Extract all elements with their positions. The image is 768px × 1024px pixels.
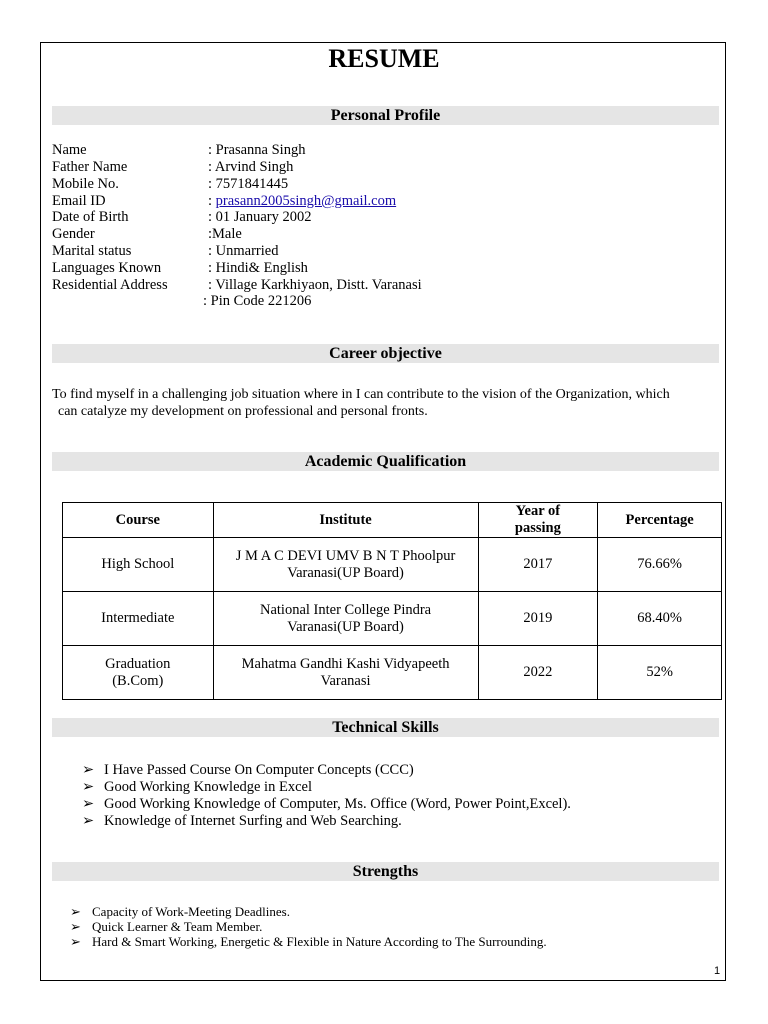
list-item: ➢ I Have Passed Course On Computer Concepts (CCC): [82, 762, 414, 778]
header-percentage: Percentage: [598, 503, 722, 538]
arrow-bullet-icon: ➢: [70, 904, 81, 919]
profile-value-marital: : Unmarried: [208, 243, 279, 259]
list-item: ➢ Good Working Knowledge of Computer, Ms. Office (Word, Power Point,Excel).: [82, 796, 571, 812]
arrow-bullet-icon: ➢: [70, 934, 81, 949]
arrow-bullet-icon: ➢: [82, 813, 95, 829]
table-row: [63, 646, 722, 700]
page-number: 1: [714, 965, 721, 977]
cell-year: 2017: [478, 538, 598, 592]
arrow-bullet-icon: ➢: [82, 779, 95, 795]
profile-value-father-name: : Arvind Singh: [208, 159, 294, 175]
arrow-bullet-icon: ➢: [82, 796, 95, 812]
table-row: [63, 592, 722, 646]
profile-value-name: : Prasanna Singh: [208, 142, 306, 158]
career-objective-text: [52, 387, 722, 420]
email-link[interactable]: prasann2005singh@gmail.com: [215, 193, 397, 209]
cell-institute: J M A C DEVI UMV B N T Phoolpur Varanasi(UP Board): [213, 538, 478, 592]
header-institute: Institute: [213, 503, 478, 538]
profile-label-email: Email ID: [52, 193, 106, 209]
cell-percentage: 52%: [598, 646, 722, 700]
profile-value-email: [208, 193, 396, 210]
header-year: Year of passing: [478, 503, 598, 538]
profile-value-gender: :Male: [208, 226, 242, 242]
profile-label-marital: Marital status: [52, 243, 132, 259]
cell-institute: Mahatma Gandhi Kashi Vidyapeeth Varanasi: [213, 646, 478, 700]
header-course: Course: [63, 503, 214, 538]
profile-label-mobile: Mobile No.: [52, 176, 119, 192]
strengths-list: [70, 904, 547, 949]
list-item: ➢ Good Working Knowledge in Excel: [82, 779, 312, 795]
academic-table: [62, 502, 722, 700]
cell-institute: National Inter College Pindra Varanasi(UP Board): [213, 592, 478, 646]
table-row: [63, 538, 722, 592]
cell-percentage: 76.66%: [598, 538, 722, 592]
profile-value-address-pincode: : Pin Code 221206: [203, 293, 312, 309]
profile-value-dob: : 01 January 2002: [208, 209, 312, 225]
profile-label-dob: Date of Birth: [52, 209, 129, 225]
cell-year: 2019: [478, 592, 598, 646]
career-objective-line-2: can catalyze my development on professional and personal fronts.: [58, 403, 428, 419]
profile-label-languages: Languages Known: [52, 260, 162, 276]
profile-label-father-name: Father Name: [52, 159, 128, 175]
list-item: ➢ Knowledge of Internet Surfing and Web Searching.: [82, 813, 402, 829]
resume-title: RESUME: [328, 44, 440, 73]
email-prefix: :: [208, 193, 216, 209]
list-item: ➢ Hard & Smart Working, Energetic & Flexible in Nature According to The Surrounding.: [70, 934, 547, 949]
list-item: ➢ Quick Learner & Team Member.: [70, 919, 263, 934]
technical-skills-heading: Technical Skills: [52, 718, 719, 737]
strengths-heading: Strengths: [52, 862, 719, 881]
personal-profile-heading: Personal Profile: [52, 106, 719, 125]
cell-course: High School: [63, 538, 214, 592]
cell-course: Graduation (B.Com): [63, 646, 214, 700]
academic-qualification-heading: Academic Qualification: [52, 452, 719, 471]
cell-course: Intermediate: [63, 592, 214, 646]
list-item: ➢ Capacity of Work-Meeting Deadlines.: [70, 904, 290, 919]
table-header-row: [63, 503, 722, 538]
profile-label-name: Name: [52, 142, 87, 158]
profile-value-address: : Village Karkhiyaon, Distt. Varanasi: [208, 277, 422, 293]
profile-label-gender: Gender: [52, 226, 95, 242]
profile-value-languages: : Hindi& English: [208, 260, 308, 276]
technical-skills-list: [82, 762, 571, 830]
cell-year: 2022: [478, 646, 598, 700]
career-objective-heading: Career objective: [52, 344, 719, 363]
arrow-bullet-icon: ➢: [82, 762, 95, 778]
cell-percentage: 68.40%: [598, 592, 722, 646]
profile-value-mobile: : 7571841445: [208, 176, 289, 192]
profile-label-address: Residential Address: [52, 277, 168, 293]
career-objective-line-1: To find myself in a challenging job situation where in I can contribute to the vision of the Organization, which: [52, 387, 670, 402]
arrow-bullet-icon: ➢: [70, 919, 81, 934]
